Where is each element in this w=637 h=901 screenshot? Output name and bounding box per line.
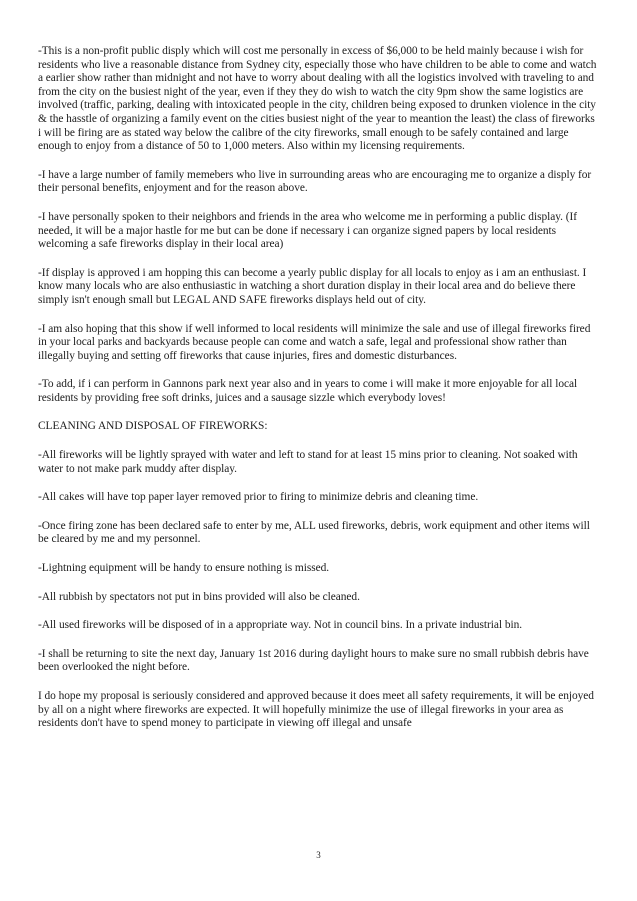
paragraph: -All cakes will have top paper layer removed prior to firing to minimize debris and cleaning time. (38, 491, 479, 504)
paragraph: -Lightning equipment will be handy to ensure nothing is missed. (38, 562, 330, 575)
paragraph: -I have personally spoken to their neighbors and friends in the area who welcome me in performing a public display. (If needed, it will be a major hastle for me but can be done if necessary i can organize signed papers by local residents welcoming a safe fireworks display in their local area) (38, 210, 577, 251)
paragraph: -I have a large number of family memebers who live in surrounding areas who are encouraging me to organize a disply for their personal benefits, enjoyment and for the reason above. (38, 168, 592, 195)
paragraph: -All fireworks will be lightly sprayed with water and left to stand for at least 15 mins prior to cleaning. Not soaked with water to not make park muddy after display. (38, 449, 578, 475)
closing-paragraph: I do hope my proposal is seriously considered and approved because it does meet all safety requirements, it will be enjoyed by all on a night where fireworks are expected. It will hopefully minimize the use of illegal fireworks in your area as residents don't have to spend money to participate in viewing off illegal and unsafe (38, 690, 594, 730)
document-body (38, 45, 600, 746)
paragraph: -This is a non-profit public disply which will cost me personally in excess of $6,000 to be held mainly because i wish for residents who live a reasonable distance from Sydney city, especially those who have children to be able to come and watch a earlier show rather than midnight and not have to worry about dealing with all the logistics involved with traveling to and from the city on the busiest night of the year, even if they they do wish to watch the city 9pm show the same logistics are involved (traffic, parking, dealing with intoxicated people in the city, children being exposed to drunken violence in the city & the hasstle of organizing a family event on the cities busiest night of the year to meantion the least) the class of fireworks i will be firing are as stated way below the calibre of the city fireworks, small enough to be safely contained and large enough to enjoy from a distance of 50 to 1,000 meters. Also within my licensing requirements. (38, 45, 597, 153)
page-number: 3 (316, 850, 321, 860)
paragraph: -All rubbish by spectators not put in bins provided will also be cleaned. (38, 590, 360, 603)
paragraph: -If display is approved i am hopping this can become a yearly public display for all locals to enjoy as i am an enthusiast. I know many locals who are also enthusiastic in watching a short duration display in their local area and do believe there simply isn't enough small but LEGAL AND SAFE fireworks displays held out of city. (38, 266, 587, 306)
paragraph: -Once firing zone has been declared safe to enter by me, ALL used fireworks, debris, work equipment and other items will be cleared by me and my personnel. (38, 519, 590, 546)
paragraph: -I shall be returning to site the next day, January 1st 2016 during daylight hours to make sure no small rubbish debris have been overlooked the night before. (38, 647, 589, 674)
paragraph: -I am also hoping that this show if well informed to local residents will minimize the sale and use of illegal fireworks fired in your local parks and backyards because people can come and watch a safe, legal and professional show rather than illegally buying and setting off fireworks that cause injuries, fires and domestic disturbances. (38, 322, 591, 362)
section-heading: CLEANING AND DISPOSAL OF FIREWORKS: (38, 420, 268, 433)
paragraph: -All used fireworks will be disposed of in a appropriate way. Not in council bins. In a private industrial bin. (38, 619, 523, 632)
paragraph: -To add, if i can perform in Gannons park next year also and in years to come i will make it more enjoyable for all local residents by providing free soft drinks, juices and a sausage sizzle which everybody loves! (38, 378, 578, 404)
